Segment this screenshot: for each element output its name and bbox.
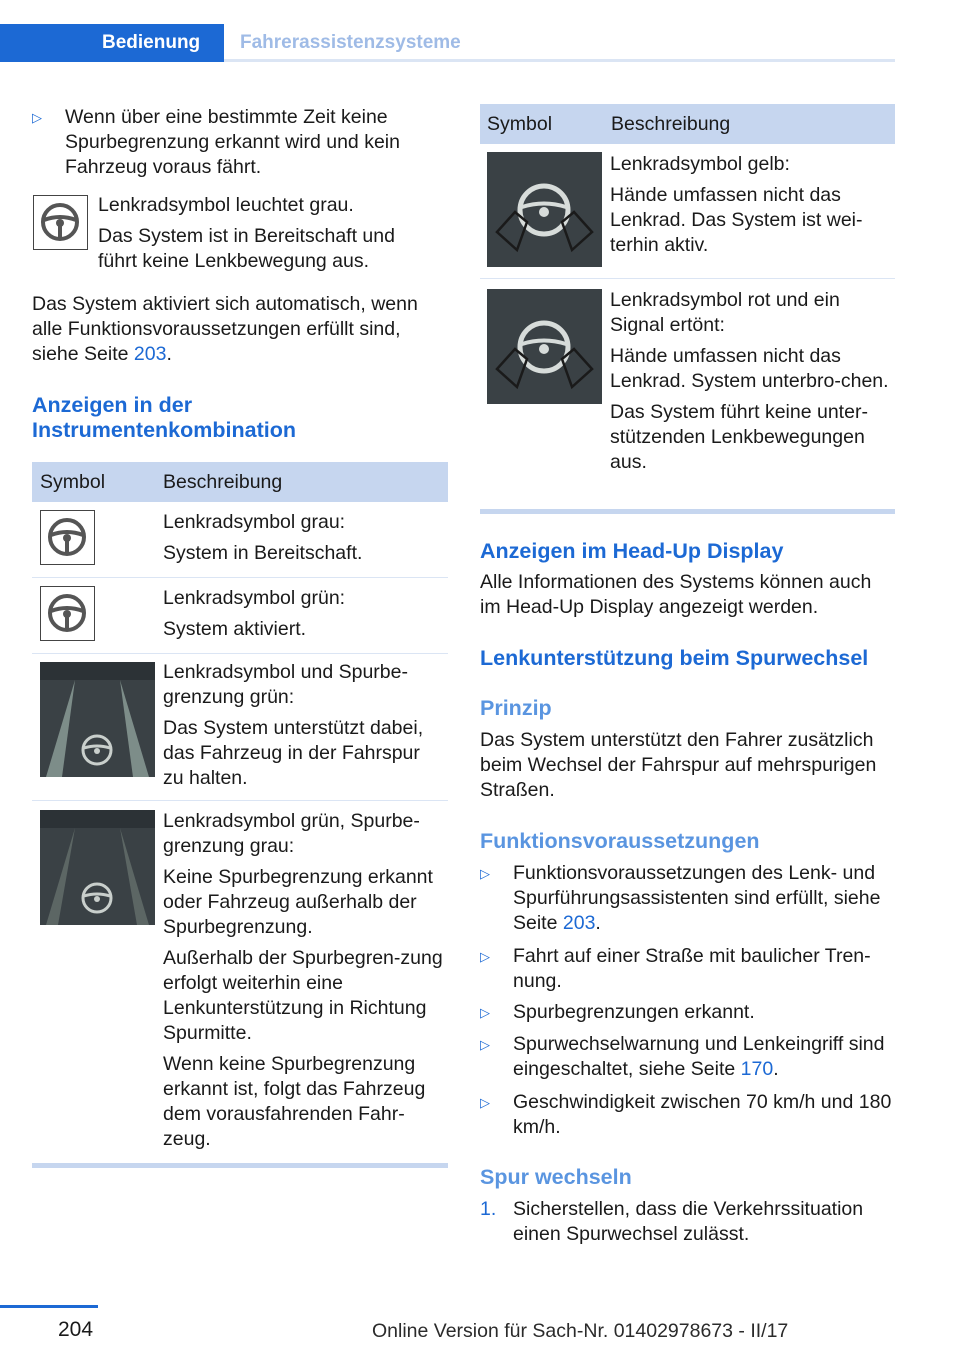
row-title: Lenkradsymbol und Spurbe-grenzung grün: [163, 661, 408, 708]
bullet-end: . [773, 1058, 779, 1080]
bullet-triangle-icon: ▷ [480, 866, 490, 881]
row-desc: Keine Spurbegrenzung erkannt oder Fahrzeug außerhalb der Spurbegrenzung. [163, 866, 433, 938]
bullet-end: . [595, 912, 601, 934]
col-symbol: Symbol [487, 113, 553, 135]
subheading-change-lane: Spur wechseln [480, 1165, 632, 1189]
subheading-requirements: Funktionsvoraussetzungen [480, 829, 760, 853]
step-number: 1. [480, 1198, 497, 1220]
bullet-triangle-icon: ▷ [480, 1037, 490, 1052]
lane-green-scene [40, 662, 155, 777]
hands-off-red-scene [487, 289, 602, 404]
auto-activation-body: Das System aktiviert sich automatisch, wenn alle Funktionsvoraussetzungen erfüllt sind, siehe Seite [32, 293, 418, 365]
row-title: Lenkradsymbol grün: [163, 587, 346, 609]
auto-activation-end: . [166, 343, 172, 365]
section-heading-lane-change: Lenkunterstützung beim Spurwechsel [480, 646, 869, 670]
table-row [610, 152, 892, 258]
bullet-body: Spurwechselwarnung und Lenkeingriff sind eingeschaltet, siehe Seite [513, 1033, 885, 1080]
table-row [163, 510, 443, 566]
section-heading-instrument: Anzeigen in der Instrumentenkombination [32, 393, 296, 442]
page-link-170[interactable]: 170 [740, 1058, 774, 1080]
row-divider [32, 800, 448, 801]
list-item [32, 105, 427, 180]
list-item [480, 1197, 895, 1247]
tab-fahrerassistenzsysteme[interactable]: Fahrerassistenzsysteme [240, 32, 461, 53]
row-divider [480, 278, 895, 279]
table-row [163, 809, 445, 1152]
bullet-body: Funktionsvoraussetzungen des Lenk- und Spurführungsassistenten sind erfüllt, siehe Seite [513, 862, 881, 934]
page-number: 204 [58, 1318, 94, 1341]
page-link-203[interactable]: 203 [133, 343, 167, 365]
table-end-bar [32, 1163, 448, 1168]
row-desc: Wenn keine Spurbegrenzung erkannt ist, folgt das Fahrzeug dem vorausfahrenden Fahr-zeug. [163, 1053, 426, 1150]
hud-text: Alle Informationen des Systems können auch im Head-Up Display angezeigt werden. [480, 571, 872, 618]
bullet-triangle-icon: ▷ [480, 949, 490, 964]
table-header [480, 104, 895, 144]
row-divider [32, 653, 448, 654]
col-description: Beschreibung [163, 471, 283, 493]
step-text: Sicherstellen, dass die Verkehrssituation einen Spurwechsel zulässt. [513, 1198, 864, 1245]
row-divider [32, 577, 448, 578]
row-title: Lenkradsymbol rot und ein Signal ertönt: [610, 289, 840, 336]
section-heading-hud: Anzeigen im Head-Up Display [480, 539, 784, 563]
steering-wheel-grey-icon [40, 510, 95, 565]
bullet-text: Geschwindigkeit zwischen 70 km/h und 180 km/h. [513, 1091, 892, 1138]
table-end-bar [480, 509, 895, 514]
principle-text: Das System unterstützt den Fahrer zusätzlich beim Wechsel der Fahrspur auf mehrspurigen Straßen. [480, 729, 877, 801]
lane-grey-scene [40, 810, 155, 925]
row-desc: System in Bereitschaft. [163, 542, 363, 564]
page-header [0, 24, 895, 62]
list-item [480, 1000, 895, 1025]
table-row [610, 288, 892, 475]
table-row [163, 586, 443, 642]
standby-text: Das System ist in Bereitschaft und führt keine Lenkbewegung aus. [98, 225, 395, 272]
table-row [163, 660, 445, 791]
bullet-triangle-icon: ▷ [480, 1005, 490, 1020]
header-divider [224, 59, 895, 62]
steering-wheel-grey-icon [33, 195, 88, 250]
col-description: Beschreibung [611, 113, 731, 135]
row-desc: Außerhalb der Spurbegren-zung erfolgt weiterhin eine Lenkunterstützung in Richtung Spurmitte. [163, 947, 443, 1044]
auto-activation-text [32, 292, 442, 367]
steering-wheel-green-icon [40, 586, 95, 641]
bullet-text [480, 861, 895, 936]
row-desc: Das System führt keine unter-stützenden Lenkbewegungen aus. [610, 401, 868, 473]
bullet-triangle-icon: ▷ [32, 110, 42, 125]
table-header [32, 462, 448, 502]
bullet-text: Spurbegrenzungen erkannt. [513, 1001, 755, 1023]
tab-bedienung[interactable]: Bedienung [0, 24, 224, 62]
row-title: Lenkradsymbol gelb: [610, 153, 790, 175]
col-symbol: Symbol [40, 471, 106, 493]
list-item [480, 944, 895, 994]
page-link-203[interactable]: 203 [562, 912, 596, 934]
row-title: Lenkradsymbol grün, Spurbe-grenzung grau: [163, 810, 420, 857]
footer-online-version: Online Version für Sach-Nr. 01402978673 - II/17 [372, 1320, 789, 1342]
bullet-text: Wenn über eine bestimmte Zeit keine Spurbegrenzung erkannt wird und kein Fahrzeug voraus fährt. [65, 106, 400, 178]
subheading-principle: Prinzip [480, 696, 552, 720]
bullet-text [480, 1032, 895, 1082]
bullet-text: Fahrt auf einer Straße mit baulicher Tren-nung. [513, 945, 871, 992]
row-title: Lenkradsymbol grau: [163, 511, 346, 533]
row-desc: Hände umfassen nicht das Lenkrad. System unterbro-chen. [610, 345, 889, 392]
row-desc: Das System unterstützt dabei, das Fahrzeug in der Fahrspur zu halten. [163, 717, 424, 789]
row-desc: Hände umfassen nicht das Lenkrad. Das System ist wei-terhin aktiv. [610, 184, 863, 256]
bullet-triangle-icon: ▷ [480, 1095, 490, 1110]
status-grey-text: Lenkradsymbol leuchtet grau. [98, 194, 354, 216]
page-number-bar [0, 1305, 98, 1308]
row-desc: System aktiviert. [163, 618, 307, 640]
list-item [480, 861, 895, 936]
hands-off-yellow-scene [487, 152, 602, 267]
list-item [480, 1090, 895, 1140]
list-item [480, 1032, 895, 1082]
